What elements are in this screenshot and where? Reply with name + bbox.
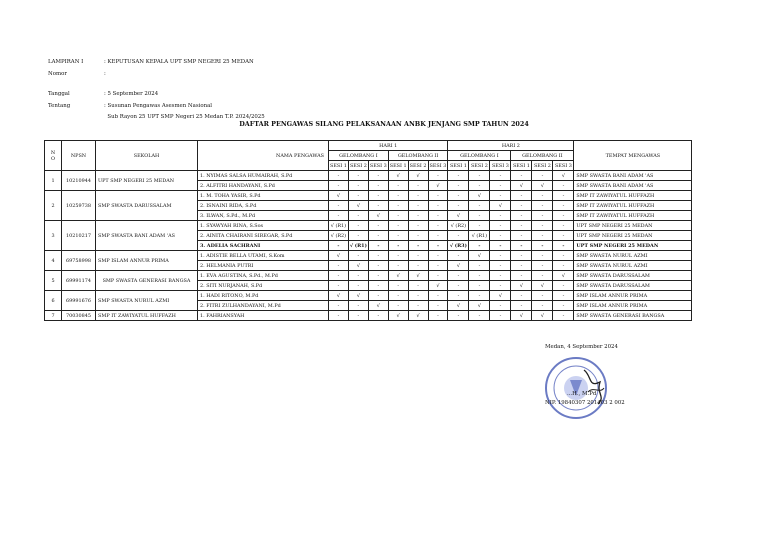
header-row <box>48 69 265 81</box>
session-mark: - <box>553 231 574 241</box>
session-mark: √ <box>490 201 511 211</box>
session-mark: - <box>511 291 532 301</box>
session-mark: √ <box>368 301 388 311</box>
document-title: DAFTAR PENGAWAS SILANG PELAKSANAAN ANBK JENJANG SMP TAHUN 2024 <box>239 120 529 128</box>
session-mark: √ <box>408 171 428 181</box>
row-sekolah: SMP SWASTA DARUSSALAM <box>96 191 198 221</box>
session-mark: - <box>388 261 408 271</box>
session-mark: - <box>388 191 408 201</box>
decree-header <box>48 57 265 124</box>
session-mark: - <box>428 251 448 261</box>
session-mark: - <box>511 241 532 251</box>
row-sekolah: SMP SWASTA BANI ADAM 'AS <box>96 221 198 251</box>
assigned-school: SMP SWASTA NURUL AZMI <box>574 251 692 261</box>
session-mark: √ <box>448 211 469 221</box>
signature-nip: NIP. 19840307 201403 2 002 <box>545 400 625 406</box>
session-mark: - <box>329 301 349 311</box>
session-mark: √ <box>532 281 553 291</box>
session-mark: - <box>388 251 408 261</box>
row-no: 3 <box>45 221 62 251</box>
session-mark: - <box>348 281 368 291</box>
session-mark: - <box>553 191 574 201</box>
assigned-school: UPT SMP NEGERI 25 MEDAN <box>574 221 692 231</box>
session-mark: - <box>408 201 428 211</box>
session-mark: - <box>511 191 532 201</box>
col-header-sesi: SESI 1 <box>389 162 407 169</box>
session-mark: - <box>428 171 448 181</box>
session-mark: - <box>408 241 428 251</box>
session-mark: √ <box>448 261 469 271</box>
session-mark: - <box>329 181 349 191</box>
assigned-school: UPT SMP NEGERI 25 MEDAN <box>574 231 692 241</box>
session-mark: - <box>532 191 553 201</box>
session-mark: - <box>532 261 553 271</box>
col-header-sekolah: SEKOLAH <box>96 141 198 171</box>
session-mark: - <box>532 291 553 301</box>
assigned-school: SMP SWASTA BANI ADAM 'AS <box>574 171 692 181</box>
session-mark: - <box>329 201 349 211</box>
assigned-school: SMP IT ZAWIYATUL HUFFAZH <box>574 211 692 221</box>
supervisor-name: 1. SYAWYAH RINA, S.Sos <box>198 221 329 231</box>
session-mark: - <box>448 181 469 191</box>
session-mark: - <box>448 201 469 211</box>
session-mark: √ <box>553 171 574 181</box>
session-mark: - <box>348 211 368 221</box>
session-mark: - <box>490 261 511 271</box>
session-mark: - <box>511 301 532 311</box>
col-header-hari1: HARI 1 <box>329 141 448 151</box>
session-mark: - <box>511 171 532 181</box>
session-mark: - <box>553 241 574 251</box>
session-mark: √ <box>388 171 408 181</box>
session-mark: - <box>469 171 490 181</box>
table-row <box>45 191 692 201</box>
session-mark: - <box>408 211 428 221</box>
session-mark: - <box>428 241 448 251</box>
session-mark: - <box>388 291 408 301</box>
row-sekolah: SMP IT ZAWIYATUL HUFFAZH <box>96 311 198 321</box>
session-mark: - <box>532 201 553 211</box>
row-npsn: 69991174 <box>62 271 96 291</box>
session-mark: - <box>553 221 574 231</box>
signature-name: ...H., M.Pd <box>567 391 597 397</box>
row-npsn: 70030845 <box>62 311 96 321</box>
session-mark: - <box>348 251 368 261</box>
assigned-school: SMP IT ZAWIYATUL HUFFAZH <box>574 201 692 211</box>
col-header-nama: NAMA PENGAWAS <box>198 141 329 171</box>
session-mark: - <box>428 271 448 281</box>
session-mark: √ <box>532 311 553 321</box>
session-mark: √ <box>348 201 368 211</box>
session-mark: √ (R1) <box>469 231 490 241</box>
session-mark: - <box>408 281 428 291</box>
supervisor-name: 1. M. TOHA YASIR, S.Pd <box>198 191 329 201</box>
session-mark: - <box>428 291 448 301</box>
session-mark: - <box>469 281 490 291</box>
session-mark: - <box>388 221 408 231</box>
col-header-sesi: SESI 3 <box>369 162 387 169</box>
session-mark: √ <box>348 291 368 301</box>
supervisor-name: 2. FITRI ZULHANDAYANI, M.Pd <box>198 301 329 311</box>
col-header-tempat: TEMPAT MENGAWAS <box>574 141 692 171</box>
session-mark: - <box>408 251 428 261</box>
supervisor-name: 1. NYIMAS SALSA HUMAIRAH, S.Pd <box>198 171 329 181</box>
session-mark: √ (R2) <box>329 231 349 241</box>
session-mark: - <box>469 221 490 231</box>
session-mark: - <box>553 311 574 321</box>
session-mark: - <box>553 211 574 221</box>
session-mark: - <box>511 211 532 221</box>
session-mark: √ (R3) <box>449 242 467 249</box>
session-mark: √ <box>348 261 368 271</box>
session-mark: - <box>388 231 408 241</box>
session-mark: - <box>368 311 388 321</box>
supervisor-name: 1. EVA AGUSTINA, S.Pd., M.Pd <box>198 271 329 281</box>
session-mark: - <box>368 261 388 271</box>
session-mark: - <box>532 221 553 231</box>
session-mark: - <box>532 241 553 251</box>
session-mark: - <box>553 251 574 261</box>
session-mark: - <box>553 281 574 291</box>
session-mark: - <box>532 211 553 221</box>
header-label: Tentang <box>48 102 71 109</box>
session-mark: - <box>408 301 428 311</box>
assigned-school: SMP SWASTA NURUL AZMI <box>574 261 692 271</box>
session-mark: - <box>428 211 448 221</box>
session-mark: - <box>511 221 532 231</box>
session-mark: √ <box>448 301 469 311</box>
supervisor-name: 2. ALFITRI HANDAYANI, S.Pd <box>198 181 329 191</box>
session-mark: - <box>368 281 388 291</box>
table-row <box>45 221 692 231</box>
session-mark: - <box>490 211 511 221</box>
session-mark: - <box>448 191 469 201</box>
session-mark: √ <box>428 281 448 291</box>
row-npsn: 10210217 <box>62 221 96 251</box>
session-mark: - <box>532 271 553 281</box>
row-sekolah: SMP SWASTA NURUL AZMI <box>96 291 198 311</box>
session-mark: - <box>469 271 490 281</box>
session-mark: - <box>329 261 349 271</box>
session-mark: - <box>368 191 388 201</box>
session-mark: - <box>408 291 428 301</box>
session-mark: - <box>553 291 574 301</box>
assigned-school: SMP ISLAM ANNUR PRIMA <box>574 291 692 301</box>
session-mark: - <box>408 181 428 191</box>
row-npsn: 10210944 <box>62 171 96 191</box>
col-header-gelombang: GELOMBANG I <box>448 151 511 161</box>
session-mark: - <box>408 231 428 241</box>
session-mark: - <box>490 191 511 201</box>
supervisor-name: 3. ILWAN, S.Pd., M.Pd <box>198 211 329 221</box>
col-header-gelombang: GELOMBANG I <box>329 151 389 161</box>
supervisor-table <box>44 140 692 321</box>
col-header-sesi: SESI 1 <box>448 161 469 171</box>
assigned-school: SMP IT ZAWIYATUL HUFFAZH <box>574 191 692 201</box>
session-mark: √ <box>511 311 532 321</box>
col-header-sesi: SESI 1 <box>330 162 347 169</box>
session-mark: √ <box>511 281 532 291</box>
session-mark: - <box>428 221 448 231</box>
header-row <box>48 101 265 113</box>
assigned-school: SMP SWASTA GENERASI BANGSA <box>574 311 692 321</box>
header-value: Sub Rayon 25 UPT SMP Negeri 25 Medan T.P. 2024/2025 <box>104 114 265 120</box>
header-row <box>48 89 265 101</box>
supervisor-name: 2. ISNAINI RIDA, S.Pd <box>198 201 329 211</box>
header-label: Nomor <box>48 70 67 77</box>
supervisor-name: 2. HELMANIA PUTRI <box>198 261 329 271</box>
session-mark: - <box>469 291 490 301</box>
table-row <box>45 271 692 281</box>
session-mark: - <box>368 221 388 231</box>
session-mark: - <box>408 221 428 231</box>
row-no: 5 <box>45 271 62 291</box>
header-value: : <box>104 70 106 77</box>
session-mark: √ <box>469 191 490 201</box>
col-header-sesi: SESI 3 <box>553 161 574 171</box>
session-mark: - <box>368 271 388 281</box>
col-header-sesi: SESI 1 <box>511 161 532 171</box>
session-mark: - <box>490 221 511 231</box>
session-mark: - <box>469 261 490 271</box>
session-mark: - <box>448 251 469 261</box>
session-mark: - <box>553 201 574 211</box>
session-mark: - <box>368 251 388 261</box>
session-mark: √ <box>469 251 490 261</box>
session-mark: √ <box>490 291 511 301</box>
session-mark: - <box>448 311 469 321</box>
session-mark: - <box>368 231 388 241</box>
session-mark: - <box>368 201 388 211</box>
supervisor-name: 1. ADISTIE BELLA UTAMI, S.Kom <box>198 251 329 261</box>
session-mark: - <box>368 171 388 181</box>
session-mark: - <box>553 181 574 191</box>
session-mark: √ <box>329 291 349 301</box>
col-header-sesi: SESI 3 <box>490 161 511 171</box>
session-mark: √ (R2) <box>448 221 469 231</box>
session-mark: - <box>408 261 428 271</box>
table-row <box>45 291 692 301</box>
session-mark: √ <box>408 271 428 281</box>
session-mark: √ <box>428 181 448 191</box>
session-mark: - <box>388 281 408 291</box>
session-mark: - <box>511 201 532 211</box>
header-row <box>48 57 265 69</box>
session-mark: - <box>532 251 553 261</box>
row-no: 4 <box>45 251 62 271</box>
session-mark: - <box>348 171 368 181</box>
session-mark: - <box>469 311 490 321</box>
row-npsn: 69991676 <box>62 291 96 311</box>
session-mark: - <box>388 181 408 191</box>
col-header-sesi: SESI 2 <box>469 161 490 171</box>
signature-block <box>545 342 625 407</box>
session-mark: - <box>348 231 368 241</box>
session-mark: - <box>553 261 574 271</box>
col-header-npsn: NPSN <box>62 141 96 171</box>
session-mark: - <box>448 271 469 281</box>
col-header-sesi: SESI 2 <box>532 161 553 171</box>
row-no: 6 <box>45 291 62 311</box>
session-mark: - <box>348 311 368 321</box>
assigned-school: SMP SWASTA BANI ADAM 'AS <box>574 181 692 191</box>
session-mark: - <box>469 181 490 191</box>
session-mark: - <box>490 301 511 311</box>
col-header-sesi: SESI 3 <box>429 162 447 169</box>
signature-place-date: Medan, 4 September 2024 <box>545 344 618 350</box>
session-mark: - <box>329 281 349 291</box>
assigned-school: SMP SWASTA DARUSSALAM <box>574 281 692 291</box>
row-sekolah: SMP ISLAM ANNUR PRIMA <box>96 251 198 271</box>
session-mark: - <box>532 301 553 311</box>
session-mark: - <box>490 231 511 241</box>
session-mark: - <box>428 191 448 201</box>
session-mark: - <box>553 301 574 311</box>
session-mark: - <box>490 251 511 261</box>
session-mark: - <box>388 211 408 221</box>
session-mark: √ <box>329 191 349 201</box>
table-header-row <box>45 141 692 151</box>
row-sekolah: SMP SWASTA GENERASI BANGSA <box>96 271 198 291</box>
session-mark: √ <box>469 301 490 311</box>
session-mark: - <box>348 181 368 191</box>
session-mark: - <box>448 171 469 181</box>
col-header-sesi: SESI 2 <box>349 162 367 169</box>
session-mark: - <box>448 231 469 241</box>
session-mark: - <box>348 301 368 311</box>
session-mark: √ <box>511 181 532 191</box>
supervisor-name: 1. HADI RITONO, M.Pd <box>198 291 329 301</box>
session-mark: √ <box>388 271 408 281</box>
session-mark: - <box>388 241 408 251</box>
session-mark: - <box>408 191 428 201</box>
col-header-sesi: SESI 2 <box>409 162 427 169</box>
session-mark: √ <box>388 311 408 321</box>
supervisor-name: 2. SITI NURJANAH, S.Pd <box>198 281 329 291</box>
session-mark: √ <box>329 251 349 261</box>
session-mark: - <box>329 271 349 281</box>
session-mark: - <box>348 191 368 201</box>
supervisor-name: 2. AINITA CHAIRANI SIREGAR, S.Pd <box>198 231 329 241</box>
col-header-gelombang: GELOMBANG II <box>388 151 448 161</box>
session-mark: - <box>329 241 349 251</box>
header-label: LAMPIRAN I <box>48 59 84 65</box>
table-row <box>45 311 692 321</box>
header-value: : Susunan Pengawas Asesmen Nasional <box>104 102 213 109</box>
session-mark: - <box>490 171 511 181</box>
session-mark: - <box>329 211 349 221</box>
row-no: 1 <box>45 171 62 191</box>
session-mark: - <box>490 241 511 251</box>
session-mark: √ (R1) <box>349 242 367 249</box>
session-mark: - <box>511 231 532 241</box>
assigned-school: SMP ISLAM ANNUR PRIMA <box>574 301 692 311</box>
col-header-gelombang: GELOMBANG II <box>511 151 574 161</box>
session-mark: - <box>469 211 490 221</box>
session-mark: - <box>469 201 490 211</box>
table-row <box>45 251 692 261</box>
session-mark: - <box>428 231 448 241</box>
row-npsn: 10259738 <box>62 191 96 221</box>
session-mark: √ <box>368 211 388 221</box>
session-mark: √ <box>408 311 428 321</box>
session-mark: - <box>490 271 511 281</box>
session-mark: √ <box>553 271 574 281</box>
session-mark: - <box>388 301 408 311</box>
table-row <box>45 171 692 181</box>
session-mark: - <box>428 301 448 311</box>
row-sekolah: UPT SMP NEGERI 25 MEDAN <box>96 171 198 191</box>
row-no: 7 <box>45 311 62 321</box>
supervisor-name: 1. FAHRIANSYAH <box>198 311 329 321</box>
session-mark: - <box>428 311 448 321</box>
session-mark: - <box>368 291 388 301</box>
session-mark: - <box>368 241 388 251</box>
session-mark: - <box>448 281 469 291</box>
session-mark: √ <box>532 181 553 191</box>
session-mark: - <box>329 311 349 321</box>
header-value: : KEPUTUSAN KEPALA UPT SMP NEGERI 25 MEDAN <box>104 59 254 65</box>
col-header-no: N O <box>45 141 62 171</box>
session-mark: - <box>511 271 532 281</box>
session-mark: - <box>428 201 448 211</box>
session-mark: - <box>490 181 511 191</box>
session-mark: - <box>469 241 490 251</box>
assigned-school: UPT SMP NEGERI 25 MEDAN <box>574 241 692 251</box>
row-npsn: 69758998 <box>62 251 96 271</box>
session-mark: - <box>329 171 349 181</box>
header-label: Tanggal <box>48 91 70 97</box>
session-mark: - <box>428 261 448 271</box>
session-mark: - <box>490 311 511 321</box>
session-mark: - <box>448 291 469 301</box>
session-mark: - <box>388 201 408 211</box>
session-mark: - <box>511 261 532 271</box>
supervisor-name: 3. ADELIA SACHRANI <box>198 241 329 251</box>
header-value: : 5 September 2024 <box>104 91 159 97</box>
session-mark: - <box>348 271 368 281</box>
session-mark: - <box>532 171 553 181</box>
session-mark: - <box>490 281 511 291</box>
assigned-school: SMP SWASTA DARUSSALAM <box>574 271 692 281</box>
session-mark: - <box>368 181 388 191</box>
col-header-hari2: HARI 2 <box>448 141 574 151</box>
session-mark: - <box>511 251 532 261</box>
session-mark: - <box>348 221 368 231</box>
session-mark: - <box>532 231 553 241</box>
session-mark: √ (R1) <box>329 221 349 231</box>
row-no: 2 <box>45 191 62 221</box>
